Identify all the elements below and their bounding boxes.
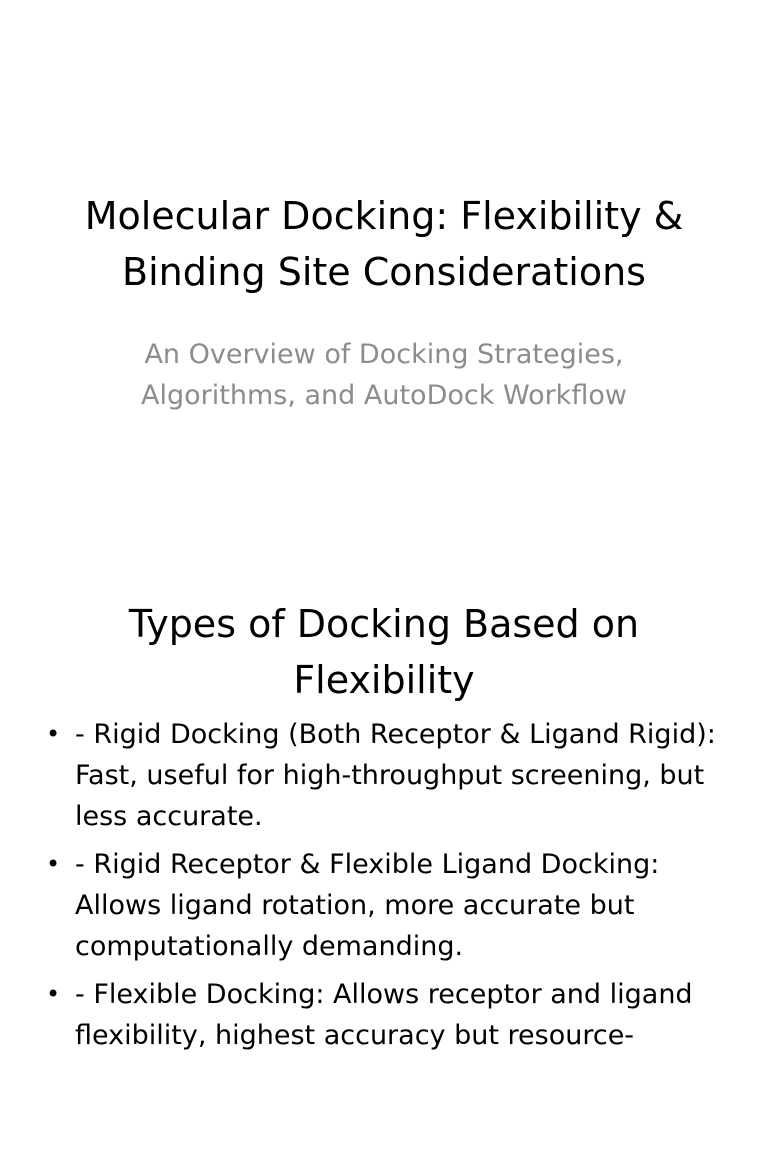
bullet-item-flexible-ligand (40, 844, 730, 967)
bullet-line: - Flexible Docking: Allows receptor and ligand (75, 979, 693, 1010)
bullet-line: flexibility, highest accuracy but resource- (75, 1020, 635, 1051)
bullet-item-flexible-docking (40, 974, 730, 1056)
slide-title-line-1: Molecular Docking: Flexibility & (84, 194, 684, 238)
bullet-line: less accurate. (75, 801, 263, 832)
content-slide (0, 576, 768, 1152)
slide-subtitle-line-1: An Overview of Docking Strategies, (144, 339, 624, 370)
bullet-line: - Rigid Docking (Both Receptor & Ligand Rigid): (75, 719, 716, 750)
bullet-line: - Rigid Receptor & Flexible Ligand Docking: (75, 849, 660, 880)
slide-title (40, 188, 728, 300)
bullet-list (40, 714, 730, 1063)
bullet-dot: • (46, 980, 61, 1008)
slide-subtitle-line-2: Algorithms, and AutoDock Workflow (141, 380, 627, 411)
slide-subtitle (60, 334, 708, 416)
bullet-item-rigid-docking (40, 714, 730, 837)
bullet-line: computationally demanding. (75, 931, 464, 962)
bullet-dot: • (46, 850, 61, 878)
bullet-line: Allows ligand rotation, more accurate but (75, 890, 635, 921)
content-title-line-2: Flexibility (293, 658, 475, 702)
bullet-dot: • (46, 720, 61, 748)
content-slide-title (40, 596, 728, 708)
bullet-line: Fast, useful for high-throughput screening, but (75, 760, 705, 791)
content-title-line-1: Types of Docking Based on (128, 602, 640, 646)
slide-title-line-2: Binding Site Considerations (122, 250, 646, 294)
